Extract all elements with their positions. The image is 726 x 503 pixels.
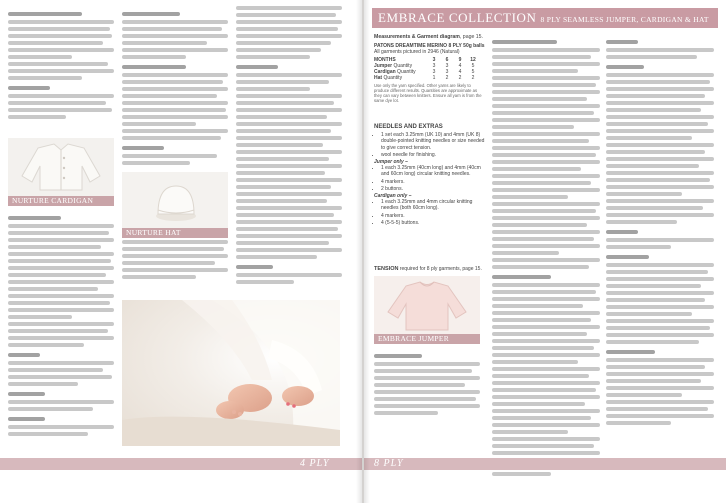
- right-ply-label: 8 PLY: [374, 458, 404, 469]
- hat-caption: NURTURE HAT: [122, 228, 228, 238]
- measurements-heading: [374, 34, 486, 40]
- list-item: • 4 markers.: [381, 213, 486, 219]
- row-label: Hat: [374, 75, 383, 82]
- size-cell: 12: [470, 56, 476, 63]
- collection-banner: [372, 8, 718, 28]
- right-footer-bar: [364, 458, 726, 470]
- quantity-cell: 1: [432, 75, 436, 82]
- left-ply-label: 4 PLY: [300, 458, 330, 469]
- quantity-cell: 3: [432, 62, 436, 69]
- left-column-2-text: [122, 6, 228, 168]
- list-item: • 1 each 3.25mm (40cm long) and 4mm (40cm and 60cm long) circular knitting needles.: [381, 165, 486, 177]
- months-label: MONTHS: [374, 56, 396, 63]
- tension-line: [374, 266, 486, 272]
- banner-title: EMBRACE COLLECTION: [378, 10, 537, 25]
- yarn-note: Use only the yarn specified. Other yarns are likely to produce different results. Quantities are approximate as they can vary between knitters. Ensure all yarn is from the same dye lot.: [374, 83, 482, 104]
- needles-heading: NEEDLES AND EXTRAS: [374, 124, 443, 130]
- size-cell: 6: [445, 56, 449, 63]
- yarn-name: PATONS DREAMTIME MERINO 8 PLY 50g balls: [374, 43, 485, 50]
- quantity-cell: 4: [458, 62, 462, 69]
- measurements-heading-page: , page 15.: [459, 34, 483, 40]
- cardigan-caption: NURTURE CARDIGAN: [8, 196, 114, 206]
- quantity-cell: 2: [445, 75, 449, 82]
- quantity-cell: 2: [458, 75, 462, 82]
- quantity-cell: 4: [458, 69, 462, 76]
- banner-subtitle: 8 PLY SEAMLESS JUMPER, CARDIGAN & HAT: [540, 15, 709, 24]
- list-item: • wool needle for finishing.: [381, 152, 486, 158]
- left-column-1-text: [8, 6, 114, 122]
- measurements-heading-text: Measurements & Garment diagram: [374, 34, 460, 40]
- left-column-1-lower-text: [8, 210, 114, 439]
- list-item: • 2 buttons.: [381, 186, 486, 192]
- measurements-block: [374, 34, 486, 103]
- jumper-only-heading: Jumper only –: [374, 159, 408, 166]
- row-suffix: Quantity: [395, 69, 416, 76]
- pictured-note: All garments pictured in 2946 (Natural): [374, 49, 460, 56]
- right-column-1-lower-text: [374, 348, 480, 418]
- book-gutter: [356, 0, 370, 503]
- needles-list-cardigan: [374, 199, 486, 226]
- needles-list-general: [374, 132, 486, 158]
- list-item: • 1 set each 3.25mm (UK 10) and 4mm (UK 8) double-pointed knitting needles or size needed to give correct tension.: [381, 132, 486, 151]
- cardigan-only-heading: Cardigan only –: [374, 193, 412, 200]
- quantity-cell: 2: [471, 75, 475, 82]
- right-page: [364, 0, 726, 503]
- baby-photo-icon: [122, 300, 340, 446]
- right-column-3-text: [606, 34, 714, 428]
- tension-label: TENSION: [374, 266, 399, 272]
- quantity-cell: 5: [471, 69, 475, 76]
- tension-text: required for 8 ply garments, page 15.: [398, 266, 482, 272]
- size-cell: 3: [432, 56, 436, 63]
- table-row: [374, 75, 481, 81]
- jumper-photo-icon: [374, 276, 480, 334]
- right-column-2-text: [492, 34, 600, 479]
- left-footer-bar: [0, 458, 362, 470]
- row-label: Jumper: [374, 62, 393, 69]
- row-label: Cardigan: [374, 69, 396, 76]
- cardigan-photo-icon: [8, 138, 114, 196]
- quantity-cell: 3: [445, 69, 449, 76]
- hat-photo-icon: [122, 172, 228, 228]
- list-item: • 1 each 3.25mm and 4mm circular knitting needles (both 60cm long).: [381, 199, 486, 211]
- left-column-3-text: [236, 6, 342, 287]
- quantity-cell: 5: [471, 62, 475, 69]
- left-page: [0, 0, 362, 503]
- row-suffix: Quantity: [392, 62, 413, 69]
- quantity-cell: 3: [432, 69, 436, 76]
- list-item: • 4 markers.: [381, 179, 486, 185]
- quantity-table: [374, 57, 481, 82]
- left-column-2-lower-text: [122, 240, 228, 282]
- quantity-cell: 3: [445, 62, 449, 69]
- needles-list-jumper: [374, 165, 486, 192]
- row-suffix: Quantity: [382, 75, 403, 82]
- list-item: • 4 (5-5-5) buttons.: [381, 220, 486, 226]
- size-cell: 9: [458, 56, 462, 63]
- needles-block: [374, 124, 486, 227]
- jumper-caption: EMBRACE JUMPER: [374, 334, 480, 344]
